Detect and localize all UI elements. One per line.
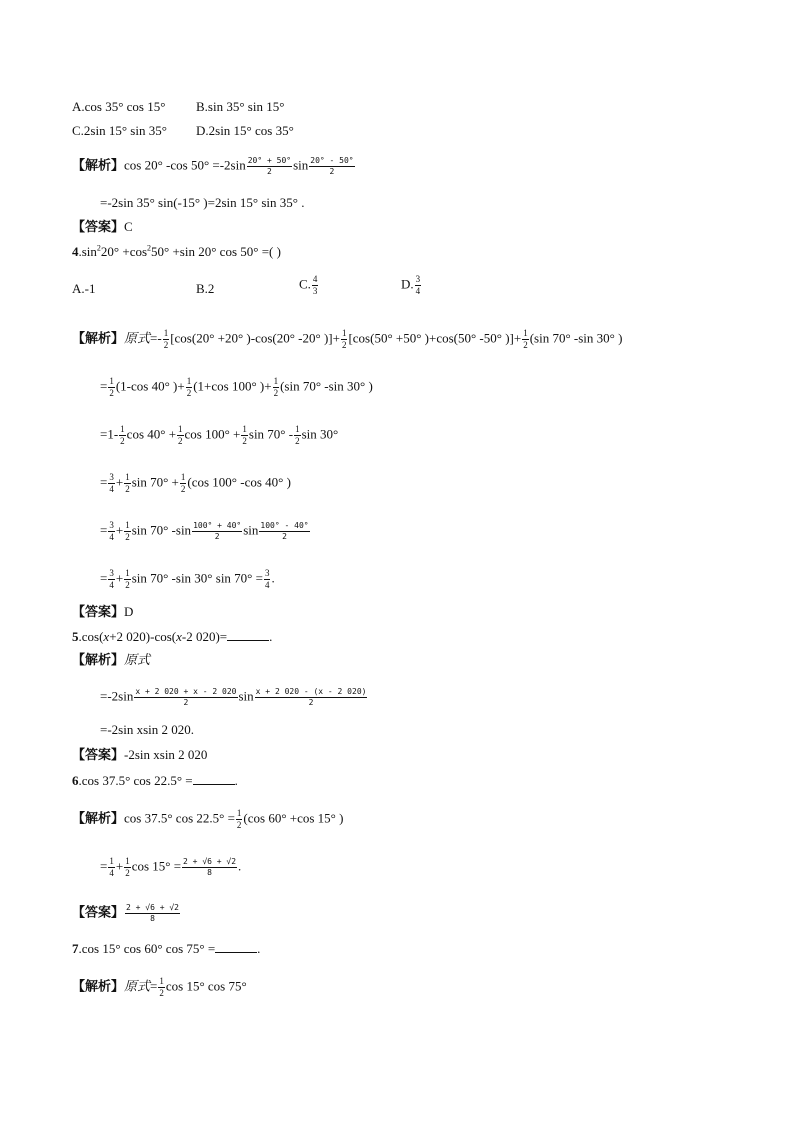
expr: sin 70° + bbox=[131, 474, 179, 490]
period: . bbox=[238, 858, 242, 874]
frac-den: 2 bbox=[236, 820, 242, 830]
period: . bbox=[234, 773, 238, 788]
answer-label: 【答案】 bbox=[72, 604, 125, 619]
frac-num: 1 bbox=[163, 328, 169, 338]
frac-num: x + 2 020 - (x - 2 020) bbox=[255, 687, 367, 696]
q4-solution-line5 bbox=[100, 521, 311, 542]
frac-den: 2 bbox=[178, 436, 183, 446]
answer-blank bbox=[227, 628, 269, 641]
fraction-half bbox=[273, 377, 280, 398]
frac-num: 20° - 50° bbox=[310, 156, 354, 165]
fraction-half bbox=[124, 569, 131, 590]
superscript: 2 bbox=[147, 243, 152, 253]
fraction-result bbox=[182, 858, 237, 877]
fraction-half bbox=[241, 425, 248, 446]
expr: (cos 60° +cos 15° ) bbox=[243, 810, 344, 826]
q3-sin: sin bbox=[293, 157, 309, 173]
frac-den: 2 bbox=[214, 532, 220, 541]
frac-den: 2 bbox=[125, 580, 130, 590]
frac-num: 1 bbox=[125, 472, 130, 482]
frac-den: 4 bbox=[109, 484, 114, 494]
yuanshi-text: 原式 bbox=[124, 978, 151, 994]
fraction-half bbox=[177, 425, 184, 446]
frac-den: 2 bbox=[273, 388, 279, 398]
frac-num: 1 bbox=[341, 328, 347, 338]
q6-question bbox=[72, 772, 238, 789]
fraction-half bbox=[294, 425, 301, 446]
plus: + bbox=[115, 522, 124, 538]
expr: = bbox=[150, 978, 158, 994]
fraction bbox=[259, 522, 309, 541]
frac-num: 3 bbox=[109, 472, 114, 482]
frac-den: 2 bbox=[295, 436, 300, 446]
frac-num: 1 bbox=[159, 976, 164, 986]
fraction bbox=[192, 522, 242, 541]
fraction-half bbox=[186, 377, 193, 398]
answer-blank bbox=[193, 772, 235, 785]
q6-text: .cos 37.5° cos 22.5° = bbox=[78, 773, 193, 788]
frac-den: 2 bbox=[125, 484, 130, 494]
frac-den: 2 bbox=[329, 167, 335, 176]
expr: sin 70° -sin bbox=[131, 522, 192, 538]
frac-den: 2 bbox=[180, 484, 186, 494]
frac-num: 1 bbox=[523, 328, 528, 338]
frac-den: 2 bbox=[308, 698, 314, 707]
plus: + bbox=[115, 474, 124, 490]
expr: = bbox=[100, 570, 108, 586]
answer-label: 【答案】 bbox=[72, 904, 125, 920]
fraction-half bbox=[180, 473, 187, 494]
fraction-quarter bbox=[108, 857, 115, 878]
fraction-result bbox=[125, 904, 180, 923]
answer-value: D bbox=[124, 604, 134, 619]
frac-den: 4 bbox=[264, 580, 270, 590]
q3-frac-1 bbox=[247, 157, 292, 176]
fraction-half bbox=[124, 857, 131, 878]
q5-text: +2 020)-cos( bbox=[109, 629, 177, 644]
frac-num: 1 bbox=[186, 376, 192, 386]
fraction-three-quarters bbox=[264, 569, 271, 590]
frac-num: 100° + 40° bbox=[193, 521, 242, 530]
expr: =-2sin bbox=[100, 688, 134, 704]
frac-num: 1 bbox=[242, 424, 247, 434]
expr: [cos(50° +50° )+cos(50° -50° )]+ bbox=[348, 330, 522, 346]
expr: = bbox=[100, 522, 108, 538]
frac-den: 2 bbox=[183, 698, 189, 707]
frac-den: 4 bbox=[109, 868, 114, 878]
q5-answer bbox=[72, 747, 207, 763]
sin: sin bbox=[238, 688, 254, 704]
q3-option-a: A.cos 35° cos 15° bbox=[72, 99, 166, 114]
q4-text: .sin bbox=[78, 244, 97, 259]
solution-label: 【解析】 bbox=[72, 330, 125, 346]
frac-num: 1 bbox=[295, 424, 300, 434]
fraction bbox=[255, 688, 368, 707]
frac-num: 2 + √6 + √2 bbox=[183, 857, 237, 866]
expr: = bbox=[100, 378, 108, 394]
frac-num: 1 bbox=[178, 424, 183, 434]
q4-text: 20° +cos bbox=[100, 244, 148, 259]
q5-text: -2 020)= bbox=[181, 629, 228, 644]
q3-solution-line1 bbox=[72, 157, 356, 176]
frac-den: 4 bbox=[415, 286, 421, 296]
frac-den: 2 bbox=[125, 532, 130, 542]
option-label: C. bbox=[299, 276, 311, 292]
variable-x: x bbox=[103, 629, 110, 644]
expr: =- bbox=[150, 330, 162, 346]
q3-frac-2 bbox=[309, 157, 354, 176]
q3-option-d: D.2sin 15° cos 35° bbox=[196, 123, 294, 138]
q4-option-c bbox=[299, 275, 319, 296]
frac-num: 1 bbox=[273, 376, 279, 386]
q4-solution-line3 bbox=[100, 425, 338, 446]
answer-blank bbox=[215, 940, 257, 953]
expr: cos 37.5° cos 22.5° = bbox=[124, 810, 235, 826]
frac-den: 2 bbox=[242, 436, 247, 446]
question-number: 7 bbox=[72, 941, 79, 956]
answer-value: -2sin xsin 2 020 bbox=[124, 747, 208, 762]
frac-num: 1 bbox=[109, 856, 114, 866]
sin: sin bbox=[243, 522, 259, 538]
frac-num: 20° + 50° bbox=[247, 156, 292, 165]
fraction-half bbox=[341, 329, 348, 350]
yuanshi-text: 原式 bbox=[124, 652, 151, 667]
q3-expr: cos 20° -cos 50° =-2sin bbox=[124, 157, 246, 173]
frac-den: 2 bbox=[125, 868, 130, 878]
question-number: 5 bbox=[72, 629, 79, 644]
q4-solution-line2 bbox=[100, 377, 373, 398]
question-number: 4 bbox=[72, 244, 79, 259]
q4-solution-line1 bbox=[72, 329, 622, 350]
solution-label: 【解析】 bbox=[72, 652, 125, 667]
q4-text: 50° +sin 20° cos 50° =( ) bbox=[151, 244, 281, 259]
frac-num: 1 bbox=[120, 424, 125, 434]
frac-den: 8 bbox=[150, 914, 155, 923]
frac-num: 3 bbox=[415, 274, 421, 284]
yuanshi-text: 原式 bbox=[124, 330, 151, 346]
frac-den: 2 bbox=[120, 436, 125, 446]
variable-x: x bbox=[176, 629, 182, 644]
expr: (cos 100° -cos 40° ) bbox=[187, 474, 291, 490]
fraction-half bbox=[119, 425, 126, 446]
expr: = bbox=[100, 474, 108, 490]
period: . bbox=[269, 629, 273, 644]
q3-answer bbox=[72, 219, 133, 235]
q3-solution-line2: =-2sin 35° sin(-15° )=2sin 15° sin 35° . bbox=[100, 195, 305, 210]
q3-option-c: C.2sin 15° sin 35° bbox=[72, 123, 167, 138]
expr: = bbox=[100, 858, 108, 874]
q5-text: .cos( bbox=[78, 629, 104, 644]
expr: sin 70° -sin 30° sin 70° = bbox=[131, 570, 263, 586]
fraction bbox=[415, 275, 422, 296]
q4-option-a: A.-1 bbox=[72, 281, 96, 296]
q3-option-b: B.sin 35° sin 15° bbox=[196, 99, 285, 114]
q4-option-d bbox=[401, 275, 422, 296]
fraction-three-quarters bbox=[108, 569, 115, 590]
frac-num: 4 bbox=[312, 274, 318, 284]
frac-num: 1 bbox=[180, 472, 186, 482]
frac-num: 1 bbox=[125, 520, 130, 530]
expr: =1- bbox=[100, 426, 119, 442]
q4-solution-line6 bbox=[100, 569, 275, 590]
frac-num: 1 bbox=[109, 376, 114, 386]
solution-label: 【解析】 bbox=[72, 157, 125, 173]
solution-label: 【解析】 bbox=[72, 810, 125, 826]
superscript: 2 bbox=[96, 243, 101, 253]
frac-den: 2 bbox=[109, 388, 114, 398]
fraction bbox=[134, 688, 237, 707]
q4-question bbox=[72, 244, 281, 260]
q4-solution-line4 bbox=[100, 473, 291, 494]
expr: sin 30° bbox=[301, 426, 339, 442]
fraction-three-quarters bbox=[108, 521, 115, 542]
question-number: 6 bbox=[72, 773, 79, 788]
expr: (sin 70° -sin 30° ) bbox=[529, 330, 623, 346]
fraction-three-quarters bbox=[108, 473, 115, 494]
frac-den: 4 bbox=[109, 532, 114, 542]
expr: sin 70° - bbox=[248, 426, 294, 442]
frac-den: 2 bbox=[163, 340, 169, 350]
expr: [cos(20° +20° )-cos(20° -20° )]+ bbox=[170, 330, 340, 346]
frac-num: 3 bbox=[109, 568, 114, 578]
answer-label: 【答案】 bbox=[72, 219, 125, 234]
expr: (1-cos 40° )+ bbox=[115, 378, 185, 394]
frac-num: 2 + √6 + √2 bbox=[126, 903, 179, 912]
frac-den: 2 bbox=[159, 988, 164, 998]
q5-question bbox=[72, 628, 272, 645]
fraction-half bbox=[124, 473, 131, 494]
expr: (sin 70° -sin 30° ) bbox=[280, 378, 373, 394]
frac-den: 3 bbox=[312, 286, 318, 296]
frac-den: 2 bbox=[341, 340, 347, 350]
q4-answer bbox=[72, 604, 133, 620]
q5-solution-line1 bbox=[100, 688, 368, 707]
q7-text: .cos 15° cos 60° cos 75° = bbox=[78, 941, 216, 956]
answer-value: C bbox=[124, 219, 133, 234]
option-label: D. bbox=[401, 276, 414, 292]
q7-solution-line1 bbox=[72, 977, 247, 998]
frac-den: 8 bbox=[207, 868, 212, 877]
frac-den: 2 bbox=[282, 532, 287, 541]
q6-answer bbox=[72, 904, 181, 923]
frac-num: 1 bbox=[125, 856, 130, 866]
fraction-half bbox=[124, 521, 131, 542]
frac-num: 3 bbox=[264, 568, 270, 578]
frac-num: 1 bbox=[125, 568, 130, 578]
fraction-half bbox=[163, 329, 170, 350]
plus: + bbox=[115, 570, 124, 586]
q4-option-b: B.2 bbox=[196, 281, 215, 296]
fraction-half bbox=[522, 329, 529, 350]
frac-num: x + 2 020 + x - 2 020 bbox=[135, 687, 237, 696]
q6-solution-line1 bbox=[72, 809, 343, 830]
frac-num: 1 bbox=[236, 808, 242, 818]
expr: cos 15° = bbox=[131, 858, 182, 874]
fraction-half bbox=[236, 809, 243, 830]
plus: + bbox=[115, 858, 124, 874]
q5-solution-label bbox=[72, 652, 150, 668]
expr: cos 100° + bbox=[184, 426, 241, 442]
solution-label: 【解析】 bbox=[72, 978, 125, 994]
fraction-half bbox=[158, 977, 165, 998]
frac-den: 2 bbox=[523, 340, 528, 350]
expr: cos 15° cos 75° bbox=[165, 978, 247, 994]
frac-den: 4 bbox=[109, 580, 114, 590]
frac-num: 3 bbox=[109, 520, 114, 530]
frac-num: 100° - 40° bbox=[260, 521, 309, 530]
period: . bbox=[257, 941, 261, 956]
fraction-half bbox=[108, 377, 115, 398]
fraction bbox=[312, 275, 319, 296]
frac-den: 2 bbox=[186, 388, 192, 398]
answer-label: 【答案】 bbox=[72, 747, 125, 762]
expr: cos 40° + bbox=[126, 426, 177, 442]
q6-solution-line2 bbox=[100, 857, 241, 878]
frac-den: 2 bbox=[267, 167, 272, 176]
q5-solution-line2: =-2sin xsin 2 020. bbox=[100, 722, 195, 737]
period: . bbox=[271, 570, 275, 586]
q7-question bbox=[72, 940, 260, 957]
expr: (1+cos 100° )+ bbox=[193, 378, 272, 394]
